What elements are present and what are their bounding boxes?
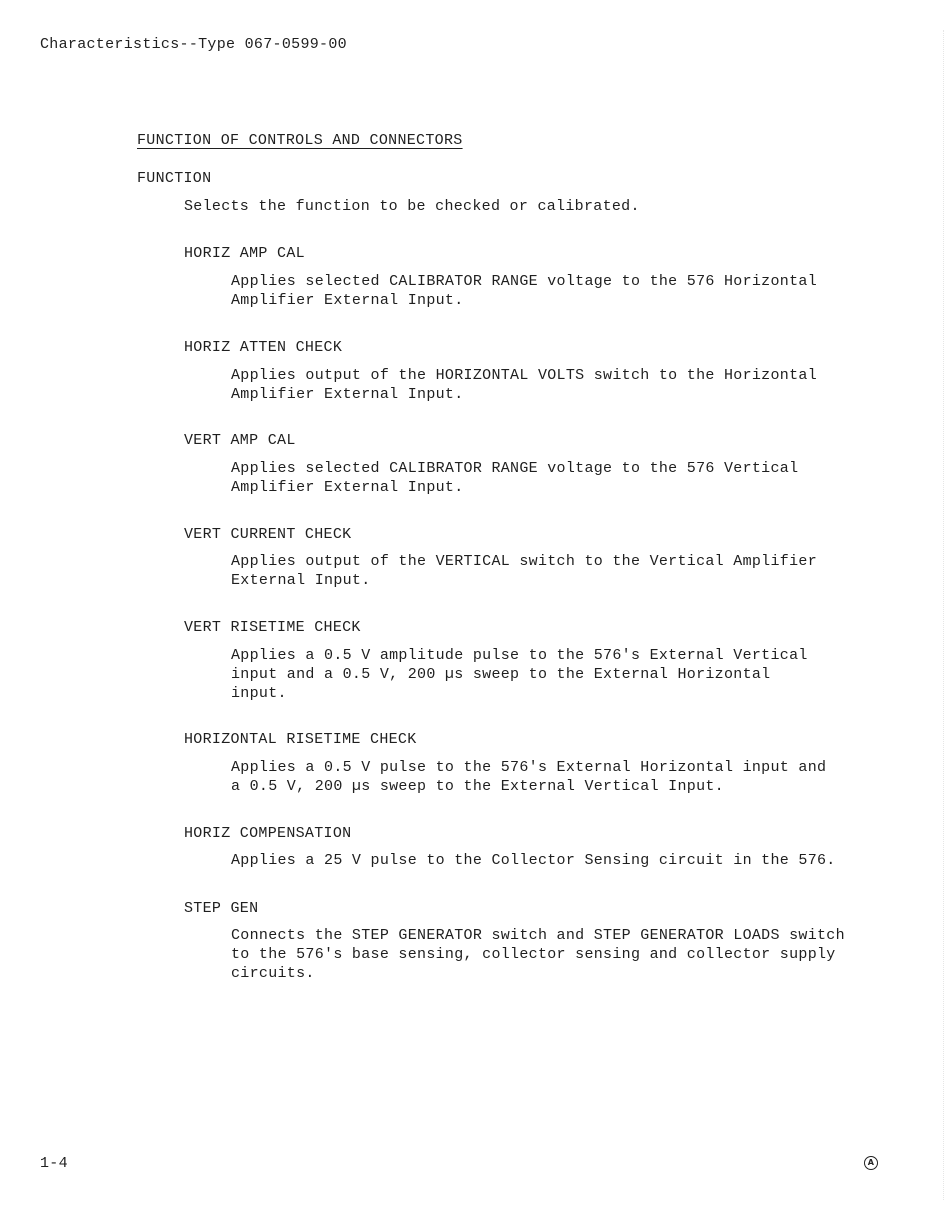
section-title: FUNCTION OF CONTROLS AND CONNECTORS (137, 132, 463, 149)
item-title-step-gen: STEP GEN (184, 900, 259, 917)
item-desc-horizontal-risetime-check: Applies a 0.5 V pulse to the 576's External Horizontal input and a 0.5 V, 200 µs sweep to the External Vertical Input. (231, 759, 827, 795)
item-desc-vert-amp-cal: Applies selected CALIBRATOR RANGE voltage to the 576 Vertical Amplifier External Input. (231, 460, 799, 496)
item-title-vert-amp-cal: VERT AMP CAL (184, 432, 296, 449)
page-number: 1-4 (40, 1155, 68, 1172)
item-desc-horiz-amp-cal: Applies selected CALIBRATOR RANGE voltage to the 576 Horizontal Amplifier External Input. (231, 273, 817, 309)
publisher-logo-icon: A (864, 1156, 878, 1170)
item-desc-horiz-compensation: Applies a 25 V pulse to the Collector Sensing circuit in the 576. (231, 852, 836, 869)
scan-edge-marks (931, 30, 944, 1200)
item-title-horiz-compensation: HORIZ COMPENSATION (184, 825, 352, 842)
item-desc-horiz-atten-check: Applies output of the HORIZONTAL VOLTS switch to the Horizontal Amplifier External Input. (231, 367, 817, 403)
page-header: Characteristics--Type 067-0599-00 (40, 36, 347, 53)
item-desc-vert-risetime-check: Applies a 0.5 V amplitude pulse to the 576's External Vertical input and a 0.5 V, 200 µs sweep to the External Horizontal input. (231, 647, 808, 702)
item-title-horiz-atten-check: HORIZ ATTEN CHECK (184, 339, 343, 356)
item-desc-step-gen: Connects the STEP GENERATOR switch and STEP GENERATOR LOADS switch to the 576's base sensing, collector sensing and collector supply circuits. (231, 927, 845, 982)
item-title-horizontal-risetime-check: HORIZONTAL RISETIME CHECK (184, 731, 417, 748)
item-desc-vert-current-check: Applies output of the VERTICAL switch to the Vertical Amplifier External Input. (231, 553, 817, 589)
function-intro: Selects the function to be checked or calibrated. (184, 198, 640, 215)
item-title-horiz-amp-cal: HORIZ AMP CAL (184, 245, 305, 262)
item-title-vert-current-check: VERT CURRENT CHECK (184, 526, 352, 543)
function-subheading: FUNCTION (137, 170, 212, 187)
item-title-vert-risetime-check: VERT RISETIME CHECK (184, 619, 361, 636)
